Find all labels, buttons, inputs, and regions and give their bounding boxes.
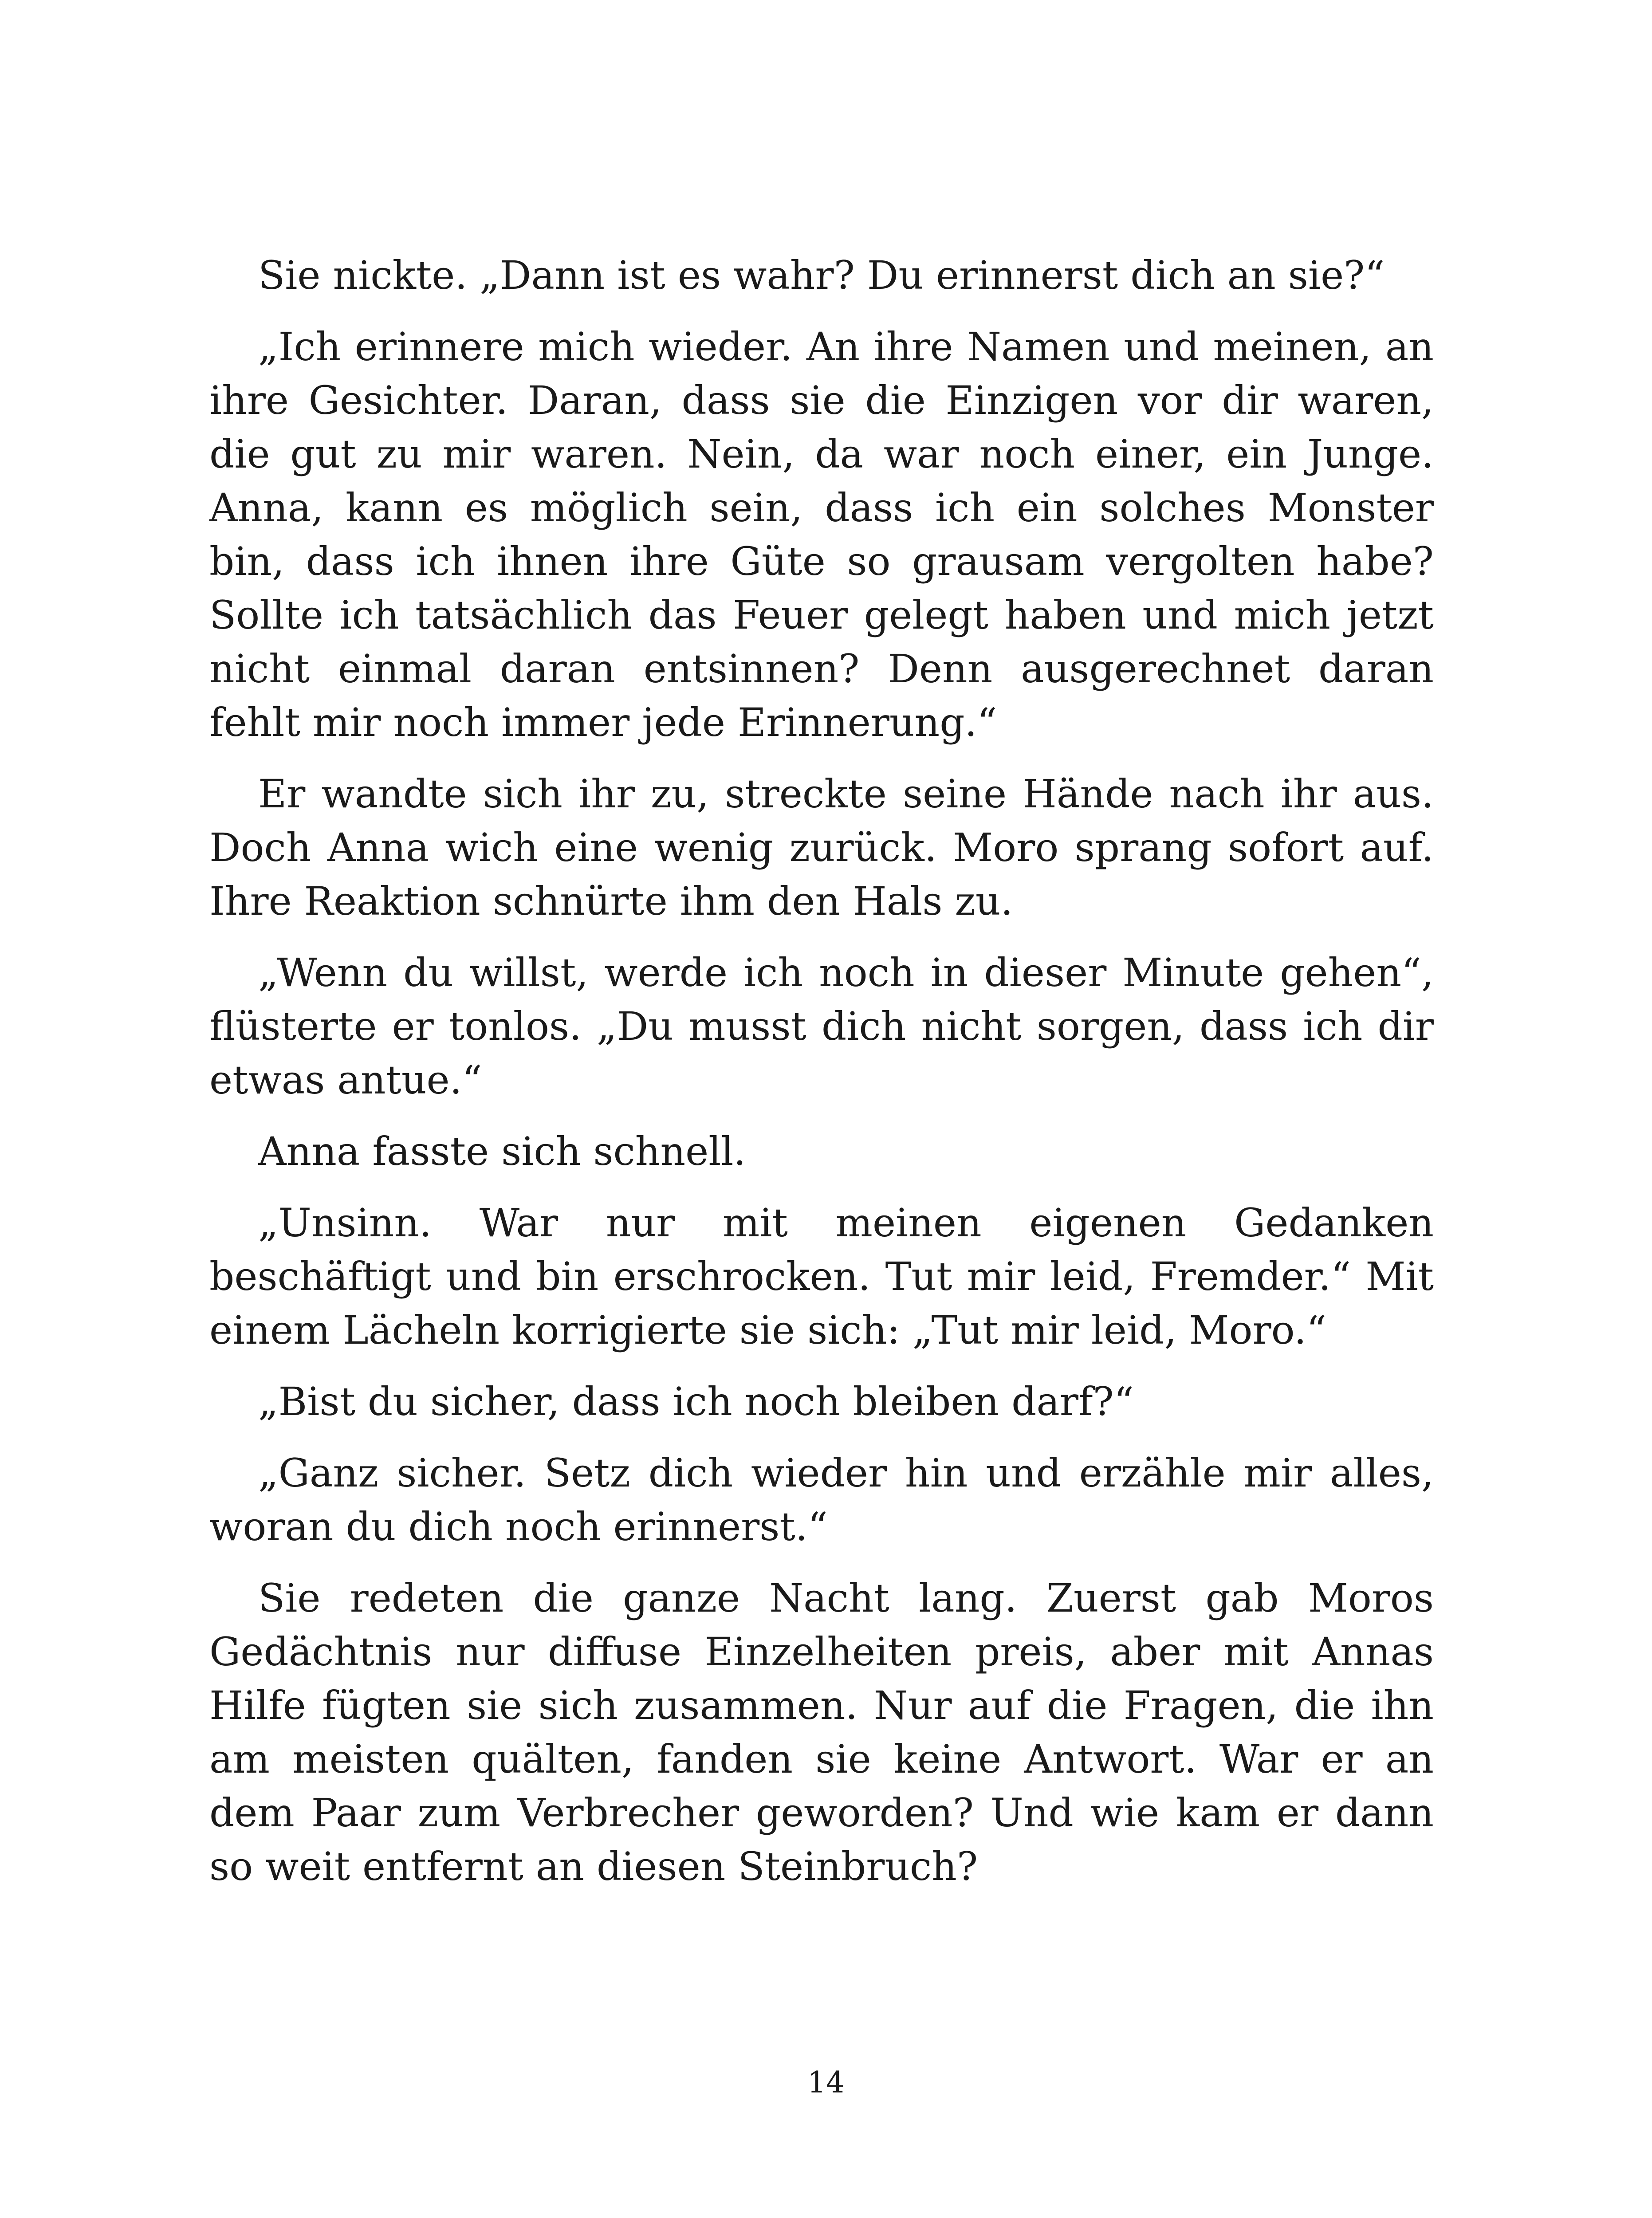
paragraph: „Unsinn. War nur mit meinen eigenen Gedanken beschäftigt und bin erschrocken. Tut mir leid, Fremder.“ Mit einem Lächeln korrigierte sie sich: „Tut mir leid, Moro.“ (209, 1200, 1434, 1353)
paragraph: Sie nickte. „Dann ist es wahr? Du erinnerst dich an sie?“ (258, 252, 1385, 298)
paragraph: „Ganz sicher. Setz dich wieder hin und erzähle mir alles, woran du dich noch erinnerst.“ (209, 1450, 1434, 1549)
body-text (209, 248, 1434, 1911)
paragraph: „Ich erinnere mich wieder. An ihre Namen und meinen, an ihre Gesichter. Daran, dass sie die Einzigen vor dir waren, die gut zu mir waren. Nein, da war noch einer, ein Junge. Anna, kann es möglich sein, dass ich ein solches Monster bin, dass ich ihnen ihre Güte so grausam vergolten habe? Sollte ich tatsächlich das Feuer gelegt haben und mich jetzt nicht einmal daran entsinnen? Denn ausgerechnet daran fehlt mir noch immer jede Erinnerung.“ (209, 324, 1434, 745)
paragraph: „Wenn du willst, werde ich noch in dieser Minute gehen“, flüsterte er tonlos. „Du musst dich nicht sorgen, dass ich dir etwas antue.“ (209, 950, 1434, 1103)
paragraph: „Bist du sicher, dass ich noch bleiben darf?“ (258, 1379, 1134, 1424)
page-number: 14 (807, 2065, 845, 2100)
paragraph: Sie redeten die ganze Nacht lang. Zuerst gab Moros Gedächtnis nur diffuse Einzelheiten preis, aber mit Annas Hilfe fügten sie sich zusammen. Nur auf die Fragen, die ihn am meisten quälten, fanden sie keine Antwort. War er an dem Paar zum Verbrecher geworden? Und wie kam er dann so weit entfernt an diesen Steinbruch? (209, 1575, 1434, 1889)
paragraph: Anna fasste sich schnell. (258, 1129, 746, 1174)
paragraph: Er wandte sich ihr zu, streckte seine Hände nach ihr aus. Doch Anna wich eine wenig zurück. Moro sprang sofort auf. Ihre Reaktion schnürte ihm den Hals zu. (209, 771, 1434, 924)
